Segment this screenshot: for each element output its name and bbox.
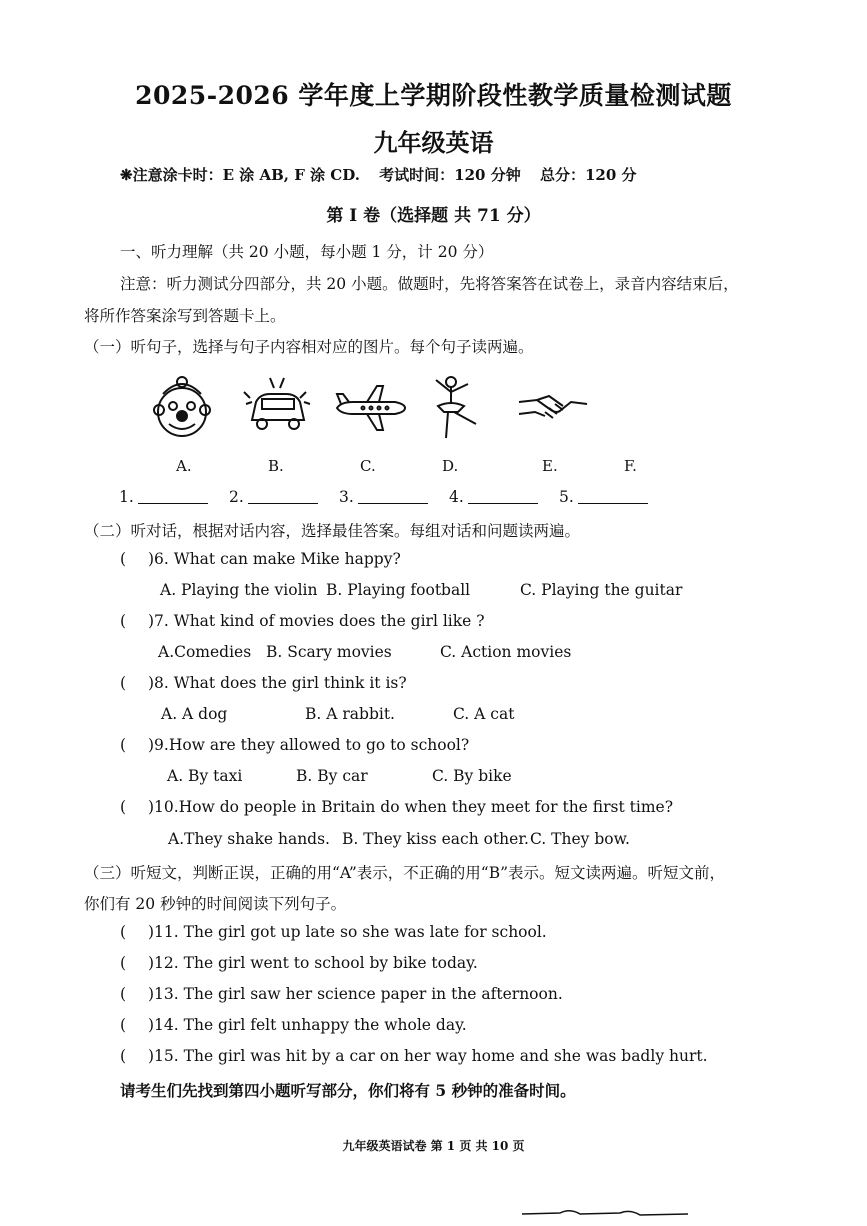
q7-option-c: C. Action movies — [440, 643, 572, 661]
listening-section-heading: 一、听力理解（共 20 小题，每小题 1 分，计 20 分） — [120, 243, 494, 261]
statement-14: )14. The girl felt unhappy the whole day. — [148, 1016, 467, 1034]
statement-12: )12. The girl went to school by bike today. — [148, 954, 478, 972]
q7-option-b: B. Scary movies — [266, 643, 392, 661]
answer-paren[interactable]: ( — [120, 985, 127, 1003]
scribble-mark — [520, 1206, 690, 1220]
q10-option-a: A.They shake hands. — [168, 830, 330, 848]
sub3-heading-line-1: （三）听短文，判断正误，正确的用“A”表示，不正确的用“B”表示。短文读两遍。听短文前， — [84, 864, 726, 882]
answer-paren[interactable]: ( — [120, 1016, 127, 1034]
question-8: )8. What does the girl think it is? — [148, 674, 407, 692]
dictation-notice: 请考生们先找到第四小题听写部分，你们将有 5 秒钟的准备时间。 — [120, 1081, 576, 1100]
q6-option-c: C. Playing the guitar — [520, 581, 683, 599]
q8-option-b: B. A rabbit. — [305, 705, 395, 723]
statement-13: )13. The girl saw her science paper in the afternoon. — [148, 985, 563, 1003]
exam-info-line — [120, 164, 651, 185]
option-letter-c: C. — [360, 457, 376, 475]
q7-option-a: A.Comedies — [158, 643, 252, 661]
airplane-icon — [333, 372, 408, 442]
q10-option-c: C. They bow. — [530, 830, 630, 848]
statement-15: )15. The girl was hit by a car on her way home and she was badly hurt. — [148, 1047, 708, 1065]
option-letter-d: D. — [442, 457, 459, 475]
ballet-dancer-icon — [418, 372, 488, 442]
answer-paren[interactable]: ( — [120, 1047, 127, 1065]
q9-option-a: A. By taxi — [167, 767, 243, 785]
handshake-icon — [515, 372, 590, 442]
q9-option-c: C. By bike — [432, 767, 512, 785]
statement-11: )11. The girl got up late so she was late for school. — [148, 923, 547, 941]
option-letter-a: A. — [176, 457, 192, 475]
answer-paren[interactable]: ( — [120, 923, 127, 941]
answer-paren[interactable]: ( — [120, 954, 127, 972]
answer-blank-3[interactable]: 3. — [339, 488, 428, 506]
option-letter-b: B. — [268, 457, 284, 475]
question-10: )10.How do people in Britain do when they meet for the first time? — [148, 798, 674, 816]
notice-line-2: 将所作答案涂写到答题卡上。 — [84, 307, 286, 325]
question-7: )7. What kind of movies does the girl like ? — [148, 612, 485, 630]
page-footer: 九年级英语试卷 第 1 页 共 10 页 — [342, 1139, 525, 1153]
answer-paren[interactable]: ( — [120, 736, 127, 754]
sub2-heading: （二）听对话，根据对话内容，选择最佳答案。每组对话和问题读两遍。 — [84, 522, 581, 540]
answer-paren[interactable]: ( — [120, 612, 127, 630]
q8-option-a: A. A dog — [161, 705, 228, 723]
exam-time: 考试时间：120 分钟 — [379, 166, 521, 184]
answer-blank-2[interactable]: 2. — [229, 488, 318, 506]
answer-paren[interactable]: ( — [120, 550, 127, 568]
q10-option-b: B. They kiss each other. — [342, 830, 529, 848]
car-crash-icon — [240, 372, 315, 442]
q8-option-c: C. A cat — [453, 705, 515, 723]
question-6: )6. What can make Mike happy? — [148, 550, 401, 568]
option-letter-e: E. — [542, 457, 558, 475]
card-note: ❋注意涂卡时：E 涂 AB, F 涂 CD. — [120, 166, 360, 184]
option-letter-f: F. — [624, 457, 637, 475]
sub1-heading: （一）听句子，选择与句子内容相对应的图片。每个句子读两遍。 — [84, 338, 534, 356]
clown-face-icon — [145, 372, 220, 442]
exam-title: 2025-2026 学年度上学期阶段性教学质量检测试题 — [135, 81, 732, 110]
q6-option-a: A. Playing the violin — [160, 581, 318, 599]
answer-blank-5[interactable]: 5. — [559, 488, 648, 506]
total-score: 总分：120 分 — [539, 166, 637, 184]
q9-option-b: B. By car — [296, 767, 368, 785]
answer-blank-1[interactable]: 1. — [119, 488, 208, 506]
notice-line-1: 注意：听力测试分四部分，共 20 小题。做题时，先将答案答在试卷上，录音内容结束后， — [120, 275, 739, 293]
answer-paren[interactable]: ( — [120, 798, 127, 816]
exam-subtitle: 九年级英语 — [373, 128, 494, 157]
answer-paren[interactable]: ( — [120, 674, 127, 692]
question-9: )9.How are they allowed to go to school? — [148, 736, 470, 754]
sub3-heading-line-2: 你们有 20 秒钟的时间阅读下列句子。 — [84, 895, 347, 913]
q6-option-b: B. Playing football — [326, 581, 471, 599]
answer-blank-4[interactable]: 4. — [449, 488, 538, 506]
part-one-title: 第 I 卷（选择题 共 71 分） — [326, 206, 541, 226]
